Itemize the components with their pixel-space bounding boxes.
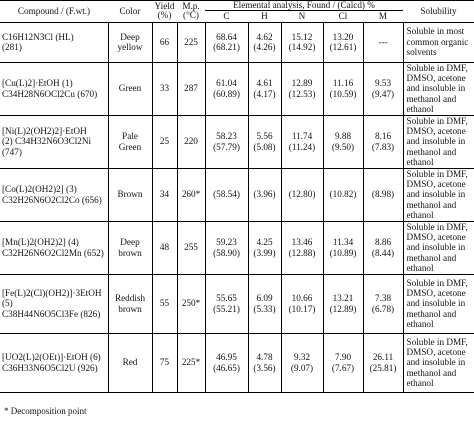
color-cell: Brown [108, 168, 152, 221]
c-header: C [205, 11, 248, 22]
c-calcd: (60.89) [213, 88, 240, 99]
m-found: 8.86 [374, 237, 392, 248]
compound-cell [0, 274, 108, 333]
footnote: * Decomposition point [4, 406, 87, 416]
compound-name: [UO2(L)2(OEt)]·EtOH (6) [2, 352, 101, 363]
h-calcd: (4.17) [253, 88, 276, 99]
m-calcd: (8.44) [371, 247, 395, 258]
cl-cell [323, 22, 363, 62]
cl-calcd: (12.61) [329, 42, 357, 52]
compound-header: Compound / (F.wt.) [0, 1, 108, 23]
solubility-cell: Soluble in DMF, DMSO, acetone and insoluble in methanol and ethanol [403, 221, 474, 274]
cl-cell [323, 62, 363, 115]
m-cell [363, 168, 403, 221]
solubility-cell: Soluble in DMF, DMSO, acetone and insoluble in methanol and ethanol [403, 168, 474, 221]
mp-header-label: M.p. [182, 1, 200, 12]
h-cell [248, 62, 281, 115]
cl-calcd: (10.59) [329, 88, 357, 99]
yield-cell: 34 [152, 168, 177, 221]
c-cell [205, 115, 248, 168]
compound-formula: C32H26N6O2Cl2Mn (652) [2, 247, 104, 258]
color-cell: Deep brown [108, 221, 152, 274]
cl-cell [323, 168, 363, 221]
n-cell [281, 274, 323, 333]
yield-header-unit: (%) [157, 10, 172, 21]
m-found: 26.11 [372, 352, 394, 363]
compound-name: [Mn(L)2(OH2)2] (4) [2, 237, 79, 248]
h-calcd: (3.99) [253, 247, 276, 258]
compound-name: [Co(L)2(OH2)2] (3) [2, 184, 77, 195]
mp-cell: 260* [177, 168, 205, 221]
h-header: H [248, 11, 281, 22]
n-calcd: (12.80) [288, 189, 316, 200]
cl-found: 11.34 [332, 237, 354, 248]
compound-cell [0, 221, 108, 274]
h-cell [248, 274, 281, 333]
c-cell [205, 22, 248, 62]
n-calcd: (10.17) [288, 303, 316, 314]
n-found: 9.32 [293, 352, 311, 363]
m-cell [363, 274, 403, 333]
m-found: 7.38 [374, 293, 392, 304]
color-cell: Green [108, 62, 152, 115]
n-cell [281, 22, 323, 62]
compound-cell [0, 333, 108, 392]
solubility-cell: Soluble in most common organic solvents [403, 22, 474, 62]
n-calcd: (11.24) [288, 141, 316, 152]
n-found: 11.74 [291, 131, 313, 142]
mp-header-unit: (°C) [183, 10, 199, 21]
n-cell [281, 221, 323, 274]
mp-cell: 255 [177, 221, 205, 274]
color-cell: Red [108, 333, 152, 392]
c-calcd: (58.90) [213, 247, 240, 258]
h-cell [248, 221, 281, 274]
compound-formula: C34H28N6OCl2Cu (670) [2, 88, 98, 99]
cl-calcd: (10.89) [329, 247, 357, 258]
n-found: 10.66 [291, 293, 313, 304]
yield-header-label: Yield [154, 1, 175, 12]
m-calcd: (6.78) [371, 303, 395, 314]
n-cell [281, 333, 323, 392]
table-body [0, 22, 474, 392]
solubility-header: Solubility [403, 1, 474, 23]
yield-cell: 66 [152, 22, 177, 62]
cl-found: 13.20 [332, 31, 354, 42]
m-cell [363, 115, 403, 168]
table-row [0, 22, 474, 62]
n-cell [281, 168, 323, 221]
mp-cell: 250* [177, 274, 205, 333]
cl-cell [323, 333, 363, 392]
compound-formula: C38H44N6O5Cl3Fe (826) [2, 308, 101, 319]
solubility-cell: Soluble in DMF, DMSO, acetone and insoluble in methanol and ethanol [403, 62, 474, 115]
compound-name: [Cu(L)2]·EtOH (1) [2, 78, 73, 89]
h-calcd: (5.08) [253, 141, 276, 152]
m-header: M [363, 11, 403, 22]
mp-cell: 220 [177, 115, 205, 168]
compound-formula: C36H33N6O5Cl2U (926) [2, 362, 98, 373]
c-cell [205, 168, 248, 221]
c-calcd: (58.54) [213, 189, 240, 200]
m-found: 9.53 [374, 78, 392, 89]
c-calcd: (55.21) [213, 303, 240, 314]
header-row-top [0, 1, 474, 11]
compound-formula: (281) [2, 42, 22, 52]
mp-cell: 287 [177, 62, 205, 115]
c-cell [205, 333, 248, 392]
m-cell [363, 62, 403, 115]
yield-cell: 75 [152, 333, 177, 392]
solubility-cell: Soluble in DMF, DMSO, acetone and insoluble in methanol and ethanol [403, 115, 474, 168]
solubility-cell: Soluble in DMF, DMSO, acetone and insoluble in methanol and ethanol [403, 333, 474, 392]
compound-name: C16H12N3Cl (HL) [2, 31, 74, 42]
yield-cell: 48 [152, 221, 177, 274]
m-found: --- [378, 36, 388, 47]
n-found: 15.12 [291, 31, 313, 42]
m-calcd: (25.81) [369, 362, 397, 373]
mp-cell: 225* [177, 333, 205, 392]
h-found: 4.25 [256, 237, 273, 248]
cl-calcd: (9.50) [331, 141, 355, 152]
h-found: 6.09 [256, 293, 273, 304]
yield-cell: 25 [152, 115, 177, 168]
h-found: 5.56 [256, 131, 273, 142]
table-row [0, 221, 474, 274]
yield-header [152, 1, 177, 23]
h-calcd: (4.26) [253, 42, 276, 52]
n-calcd: (12.53) [288, 88, 316, 99]
compound-name: [Fe(L)2(Cl)(OH2)]·3EtOH (5) [2, 288, 102, 309]
h-cell [248, 168, 281, 221]
h-calcd: (5.33) [253, 303, 276, 314]
compound-formula: C32H26N6O2Cl2Co (656) [2, 194, 102, 205]
h-calcd: (3.56) [253, 362, 276, 373]
color-header: Color [108, 1, 152, 23]
c-cell [205, 221, 248, 274]
c-cell [205, 274, 248, 333]
cl-cell [323, 274, 363, 333]
c-found: 59.23 [216, 237, 237, 248]
c-found: 58.23 [216, 131, 237, 142]
m-found: 8.16 [374, 131, 392, 142]
table-row [0, 115, 474, 168]
compound-cell [0, 168, 108, 221]
c-calcd: (57.79) [213, 141, 240, 152]
m-cell [363, 333, 403, 392]
c-found: 61.04 [216, 78, 237, 89]
solubility-cell: Soluble in DMF, DMSO, acetone and insoluble in methanol and ethanol [403, 274, 474, 333]
cl-calcd: (7.67) [331, 362, 355, 373]
table-row [0, 168, 474, 221]
yield-cell: 55 [152, 274, 177, 333]
c-found: 46.95 [216, 352, 237, 363]
c-calcd: (46.65) [213, 362, 240, 373]
h-cell [248, 333, 281, 392]
table-row [0, 274, 474, 333]
color-cell: Reddish brown [108, 274, 152, 333]
m-cell [363, 22, 403, 62]
compound-cell [0, 62, 108, 115]
n-calcd: (12.88) [288, 247, 316, 258]
cl-found: 13.21 [332, 293, 354, 304]
h-calcd: (3.96) [253, 189, 276, 200]
n-cell [281, 115, 323, 168]
yield-cell: 33 [152, 62, 177, 115]
n-found: 12.89 [291, 78, 313, 89]
n-calcd: (14.92) [288, 42, 316, 52]
cl-header: Cl [323, 11, 363, 22]
m-cell [363, 221, 403, 274]
c-found: 68.64 [216, 31, 237, 42]
color-cell: Pale Green [108, 115, 152, 168]
n-cell [281, 62, 323, 115]
c-cell [205, 62, 248, 115]
m-calcd: (8.98) [371, 189, 395, 200]
h-found: 4.78 [256, 352, 273, 363]
n-found: 13.46 [291, 237, 313, 248]
h-cell [248, 115, 281, 168]
compound-name: [Ni(L)2(OH2)2]·EtOH [2, 126, 87, 137]
cl-cell [323, 221, 363, 274]
cl-found: 9.88 [334, 131, 352, 142]
c-calcd: (68.21) [213, 42, 240, 52]
h-found: 4.62 [256, 31, 273, 42]
cl-calcd: (10.82) [329, 189, 357, 200]
compound-cell [0, 115, 108, 168]
cl-found: 11.16 [332, 78, 354, 89]
h-found: 4.61 [256, 78, 273, 89]
compound-cell [0, 22, 108, 62]
n-header: N [281, 11, 323, 22]
cl-calcd: (12.89) [329, 303, 357, 314]
n-calcd: (9.07) [290, 362, 314, 373]
mp-cell: 225 [177, 22, 205, 62]
compound-formula: (2) C34H32N6O3Cl2Ni (747) [2, 136, 92, 157]
cl-found: 7.90 [334, 352, 352, 363]
m-calcd: (9.47) [371, 88, 395, 99]
cl-cell [323, 115, 363, 168]
c-found: 55.65 [216, 293, 237, 304]
m-calcd: (7.83) [371, 141, 395, 152]
mp-header [177, 1, 205, 23]
h-cell [248, 22, 281, 62]
table-row [0, 62, 474, 115]
table-row [0, 333, 474, 392]
color-cell: Deep yellow [108, 22, 152, 62]
elemental-analysis-header: Elemental analysis, Found / (Calcd) % [205, 1, 403, 11]
